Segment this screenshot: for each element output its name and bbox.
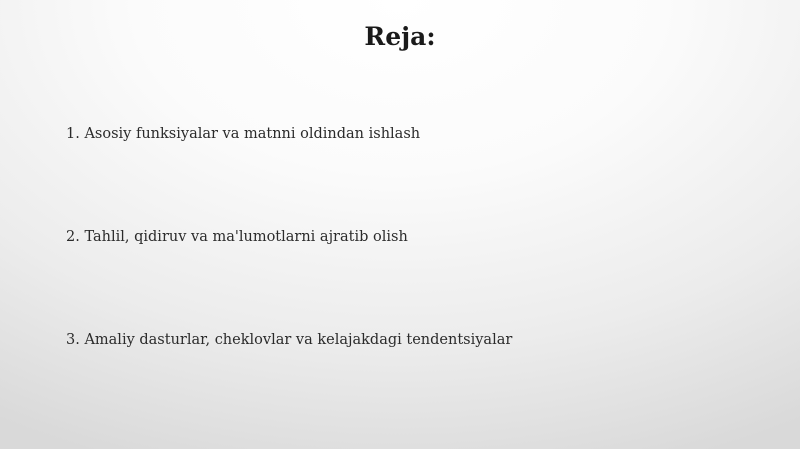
- plan-item-1: 1. Asosiy funksiyalar va matnni oldindan ishlash: [66, 126, 421, 142]
- plan-item-3: 3. Amaliy dasturlar, cheklovlar va kelajakdagi tendentsiyalar: [66, 332, 513, 348]
- plan-item-2: 2. Tahlil, qidiruv va ma'lumotlarni ajratib olish: [66, 229, 408, 245]
- slide-title: Reja:: [364, 22, 436, 51]
